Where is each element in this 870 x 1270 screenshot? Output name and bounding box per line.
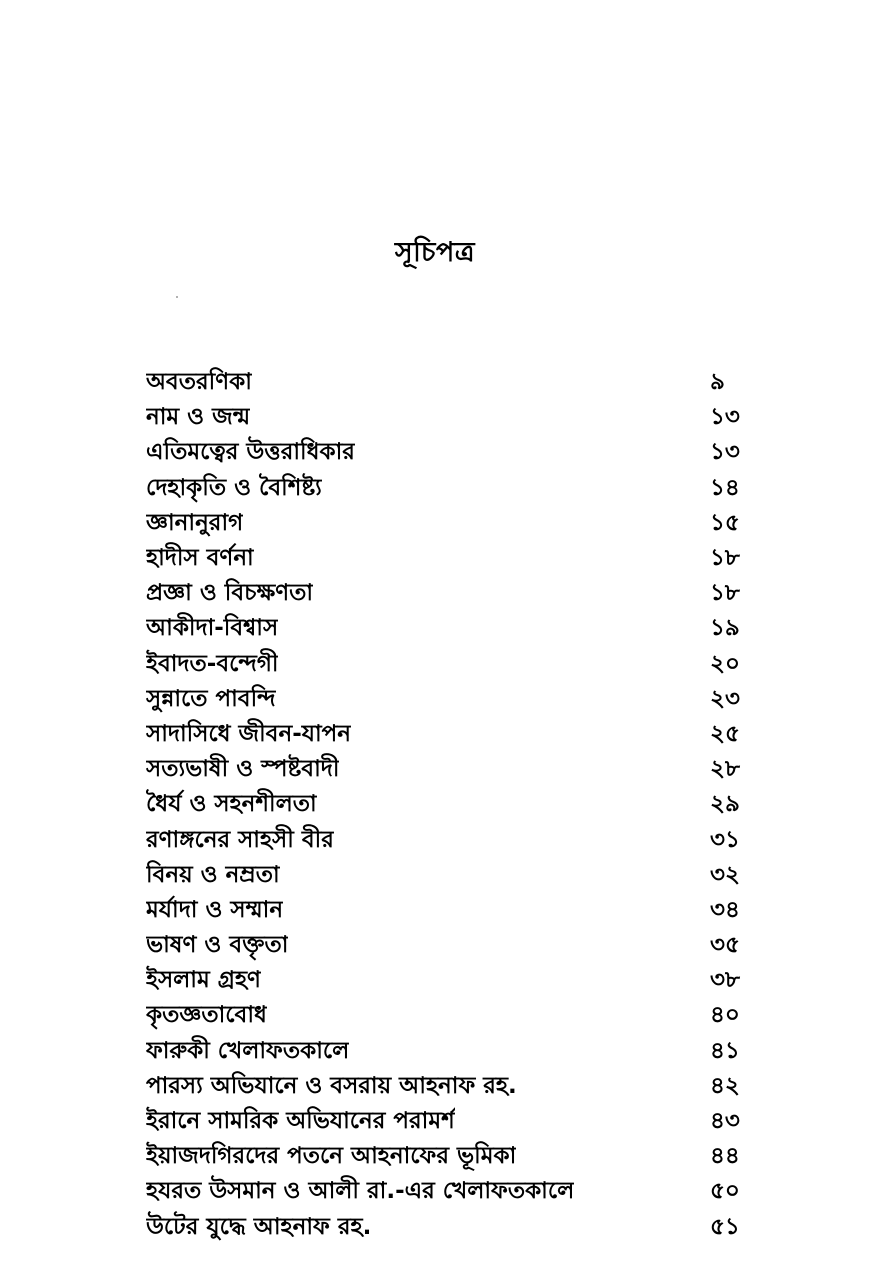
toc-entry: [146, 1034, 766, 1069]
toc-entry-page-number: ৫১: [710, 1213, 740, 1240]
toc-entry-page-number: ১৯: [710, 615, 740, 642]
toc-entry: [146, 576, 766, 611]
toc-entry: [146, 1139, 766, 1174]
toc-entry: [146, 611, 766, 646]
toc-entry-page-number: ১৪: [710, 474, 740, 501]
toc-entry-page-number: ১৮: [710, 580, 740, 607]
toc-entry-title: উটের যুদ্ধে আহনাফ রহ.: [146, 1213, 372, 1240]
toc-entry: [146, 682, 766, 717]
toc-entry-page-number: ৪৩: [710, 1108, 740, 1135]
toc-entry: [146, 435, 766, 470]
toc-entry-title: ইয়াজদগিরদের পতনে আহনাফের ভূমিকা: [146, 1143, 517, 1170]
toc-entry-title: হযরত উসমান ও আলী রা.-এর খেলাফতকালে: [146, 1178, 575, 1205]
toc-entry-page-number: ৪২: [710, 1072, 740, 1099]
toc-entry: [146, 998, 766, 1033]
toc-entry-page-number: ৯: [710, 369, 725, 396]
toc-entry-title: দেহাকৃতি ও বৈশিষ্ট্য: [146, 474, 322, 501]
toc-entry: [146, 541, 766, 576]
toc-entry-title: ইবাদত-বন্দেগী: [146, 650, 279, 677]
toc-entry-title: ধৈর্য ও সহনশীলতা: [146, 791, 317, 818]
toc-entry: [146, 893, 766, 928]
toc-entry-page-number: ৩৫: [710, 932, 740, 959]
toc-entry: [146, 400, 766, 435]
toc-entry-page-number: ২০: [710, 650, 740, 677]
toc-entry-page-number: ৩১: [710, 826, 740, 853]
toc-entry-title: অবতরণিকা: [146, 369, 252, 396]
toc-entry-page-number: ১৩: [710, 404, 740, 431]
toc-entry-title: ভাষণ ও বক্তৃতা: [146, 932, 289, 959]
toc-entry-page-number: ২৫: [710, 720, 740, 747]
toc-entry-title: সত্যভাষী ও স্পষ্টবাদী: [146, 756, 340, 783]
toc-entry-title: ফারুকী খেলাফতকালে: [146, 1037, 350, 1064]
toc-entry-title: পারস্য অভিযানে ও বসরায় আহনাফ রহ.: [146, 1072, 517, 1099]
toc-entry-title: ইরানে সামরিক অভিযানের পরামর্শ: [146, 1108, 455, 1135]
toc-entry-title: কৃতজ্ঞতাবোধ: [146, 1002, 267, 1029]
toc-entry-page-number: ২৩: [710, 685, 740, 712]
toc-entry-page-number: ৩২: [710, 861, 740, 888]
toc-entry: [146, 1210, 766, 1245]
toc-entry: [146, 752, 766, 787]
toc-entry-page-number: ১৮: [710, 545, 740, 572]
toc-entry: [146, 928, 766, 963]
toc-entry-title: নাম ও জন্ম: [146, 404, 251, 431]
toc-entry-page-number: ১৫: [710, 509, 740, 536]
toc-entry: [146, 1104, 766, 1139]
toc-entry-title: সুন্নাতে পাবন্দি: [146, 685, 276, 712]
toc-entry-title: জ্ঞানানুরাগ: [146, 509, 244, 536]
toc-entry-title: হাদীস বর্ণনা: [146, 545, 254, 572]
toc-entry: [146, 647, 766, 682]
toc-entry-page-number: ৫০: [710, 1178, 740, 1205]
toc-entry-title: বিনয় ও নম্রতা: [146, 861, 280, 888]
page-title: সূচিপত্র: [394, 237, 476, 268]
toc-entry-page-number: ৪০: [710, 1002, 740, 1029]
toc-entry-page-number: ৩৪: [710, 896, 740, 923]
toc-entry-title: রণাঙ্গনের সাহসী বীর: [146, 826, 334, 853]
toc-entry: [146, 717, 766, 752]
toc-entry-title: সাদাসিধে জীবন-যাপন: [146, 720, 352, 747]
toc-entry: [146, 1174, 766, 1209]
toc-entry: [146, 1069, 766, 1104]
toc-entry-title: আকীদা-বিশ্বাস: [146, 615, 279, 642]
toc-entry-title: এতিমত্বের উত্তরাধিকার: [146, 439, 355, 466]
toc-entry: [146, 822, 766, 857]
toc-entry: [146, 858, 766, 893]
toc-entry-page-number: ৪৪: [710, 1143, 740, 1170]
toc-entry-page-number: ২৯: [710, 791, 740, 818]
toc-entry: [146, 963, 766, 998]
print-speck: [176, 296, 178, 298]
toc-entry: [146, 471, 766, 506]
toc-entry-page-number: ৩৮: [710, 967, 740, 994]
toc-entry-page-number: ১৩: [710, 439, 740, 466]
toc-entry: [146, 787, 766, 822]
toc-entry: [146, 506, 766, 541]
toc-entry: [146, 365, 766, 400]
toc-entry-page-number: ২৮: [710, 756, 740, 783]
toc-entry-title: প্রজ্ঞা ও বিচক্ষণতা: [146, 580, 314, 607]
toc-entry-title: মর্যাদা ও সম্মান: [146, 896, 284, 923]
toc-entry-page-number: ৪১: [710, 1037, 740, 1064]
table-of-contents: [146, 365, 766, 1245]
toc-entry-title: ইসলাম গ্রহণ: [146, 967, 261, 994]
